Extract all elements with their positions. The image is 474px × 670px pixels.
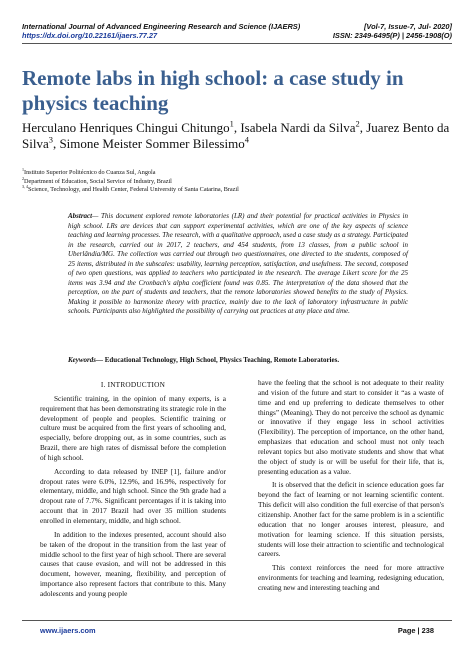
affiliation: [22, 183, 452, 195]
footer-rule: [22, 620, 452, 621]
volume-issue: [Vol-7, Issue-7, Jul- 2020]: [363, 22, 452, 31]
affiliation: [22, 175, 452, 187]
affiliations: [22, 166, 452, 195]
author-list: [22, 120, 452, 152]
body-paragraph: This context reinforces the need for more attractive environments for teaching and learning, redesigning education, creating new and interesting teaching and: [258, 563, 444, 592]
body-paragraph: have the feeling that the school is not adequate to their reality and vision of the future and start to consider it “as a waste of time and end up preferring to dedicate themselves to other things” (Meaning). They do not perceive the school as dynamic or innovative if they engage less in school activities (Flexibility). The perception of importance, on the other hand, emphasizes that education and school must not only teach relevant topics but also motivate students and show that what the object of study is or will be useful for their life, that is, presenting education as a value.: [258, 378, 444, 476]
doi-link[interactable]: https://dx.doi.org/10.22161/ijaers.77.27: [22, 31, 158, 40]
body-column-right: [258, 378, 444, 597]
paper-title: Remote labs in high school: a case study in physics teaching: [22, 66, 404, 115]
author-affil-marker: 2: [355, 118, 360, 129]
abstract: [68, 212, 408, 317]
author-affil-marker: 4: [244, 134, 249, 145]
section-heading: I. INTRODUCTION: [100, 380, 166, 389]
body-paragraph: Scientific training, in the opinion of many experts, is a requirement that has been demonstrating its strategic role in the development of people and peoples. Scientific training or culture must be acquired from the first years of schooling and, especially, before dropping out, as in some countries, such as Brazil, there are high rates of dismissal before the completion of high school.: [40, 393, 226, 462]
abstract-label: Abstract: [68, 212, 93, 220]
author-name: Juarez Bento da Silva: [22, 120, 450, 151]
author-name: Herculano Henriques Chingui Chitungo: [22, 120, 230, 135]
issue-info: [252, 22, 452, 40]
affiliation-text: Department of Education, Social Service of Industry, Brazil: [24, 177, 172, 185]
affiliation-text: Instituto Superior Politécnico do Cuanza Sul, Angola: [24, 169, 156, 176]
keywords-label: Keywords: [68, 356, 96, 364]
body-paragraph: According to data released by INEP [1], failure and/or dropout rates were 6.0%, 12.9%, and 16.9%, respectively for elementary, middle, and high school. Since the 9th grade had a dropout rate of 7.7%. Significant percentages if it is taking into account that in 2017 Brazil had over 35 million students enrolled in elementary, middle, and high school.: [40, 466, 226, 525]
page-number: Page | 238: [397, 626, 434, 635]
issn: ISSN: 2349-6495(P) | 2456-1908(O): [332, 31, 452, 40]
body-paragraph: In addition to the indexes presented, account should also be taken of the dropout in the transition from the last year of middle school to the first year of high school. There are several causes that cause evasion, and will not be addressed in this document, however, meaning, flexibility, and perception of importance also represent factors that contribute to this. Many adolescents and young people: [40, 529, 226, 598]
journal-name: International Journal of Advanced Engineering Research and Science (IJAERS): [22, 22, 301, 31]
keywords: [68, 356, 408, 366]
abstract-dash: —: [92, 212, 102, 220]
author-affil-marker: 3: [48, 134, 53, 145]
author-separator: ,: [52, 136, 60, 151]
author-affil-marker: 1: [229, 118, 234, 129]
affiliation-marker: 1: [22, 166, 25, 172]
affiliation-marker: 3, 4: [22, 183, 29, 189]
author-name: Simone Meister Sommer Bilessimo: [59, 136, 245, 151]
body-paragraph: It is observed that the deficit in science education goes far beyond the fact of learning or not learning scientific content. This deficit will also condition the full exercise of that person's citizenship. Another fact for the same problem is in a scientific education that no longer arouses interest, pleasure, and motivation for learning science. If this situation persists, students will lose their attraction to scientific and technological careers.: [258, 480, 444, 559]
affiliation-marker: 2: [22, 175, 25, 181]
affiliation-text: Science, Technology, and Health Center, Federal University of Santa Catarina, Brazil: [28, 186, 239, 193]
author-name: Isabela Nardi da Silva: [240, 120, 356, 135]
author-separator: ,: [233, 120, 241, 135]
journal-website-link[interactable]: www.ijaers.com: [40, 626, 96, 635]
body-column-left: [40, 380, 226, 603]
keywords-text: — Educational Technology, High School, Physics Teaching, Remote Laboratories.: [96, 356, 340, 364]
header-rule: [22, 43, 452, 44]
abstract-text: This document explored remote laboratories (LR) and their potential for practical activities in Physics in high school. LRs are devices that can support experimental activities, which are one of the key aspects of science teaching and learning processes. The research, with a qualitative approach, used a case study as a strategy. Participated in the research, carried out in 2017, 2 teachers, and 454 students, from 13 classes, from a public school in Uberlândia/MG. The collection was carried out through two questionnaires, one directed to the students, composed of 25 items, distributed in the subscales: usability, learning perception, satisfaction, and usefulness. The second, composed of two open questions, was applied to teachers who participated in the research. The average Likert score for the 25 items was 3.94 and the Cronbach's alpha coefficient found was 0.85. The interpretation of the data showed that the perception, on the part of students and teachers, that the remote laboratories showed benefits to the study of Physics. Making it possible to harmonize theory with practice, mainly due to the lack of laboratory infrastructure in public schools. Participants also highlighted the possibility of carrying out practices at any place and time.: [68, 212, 408, 315]
author-separator: ,: [359, 120, 367, 135]
